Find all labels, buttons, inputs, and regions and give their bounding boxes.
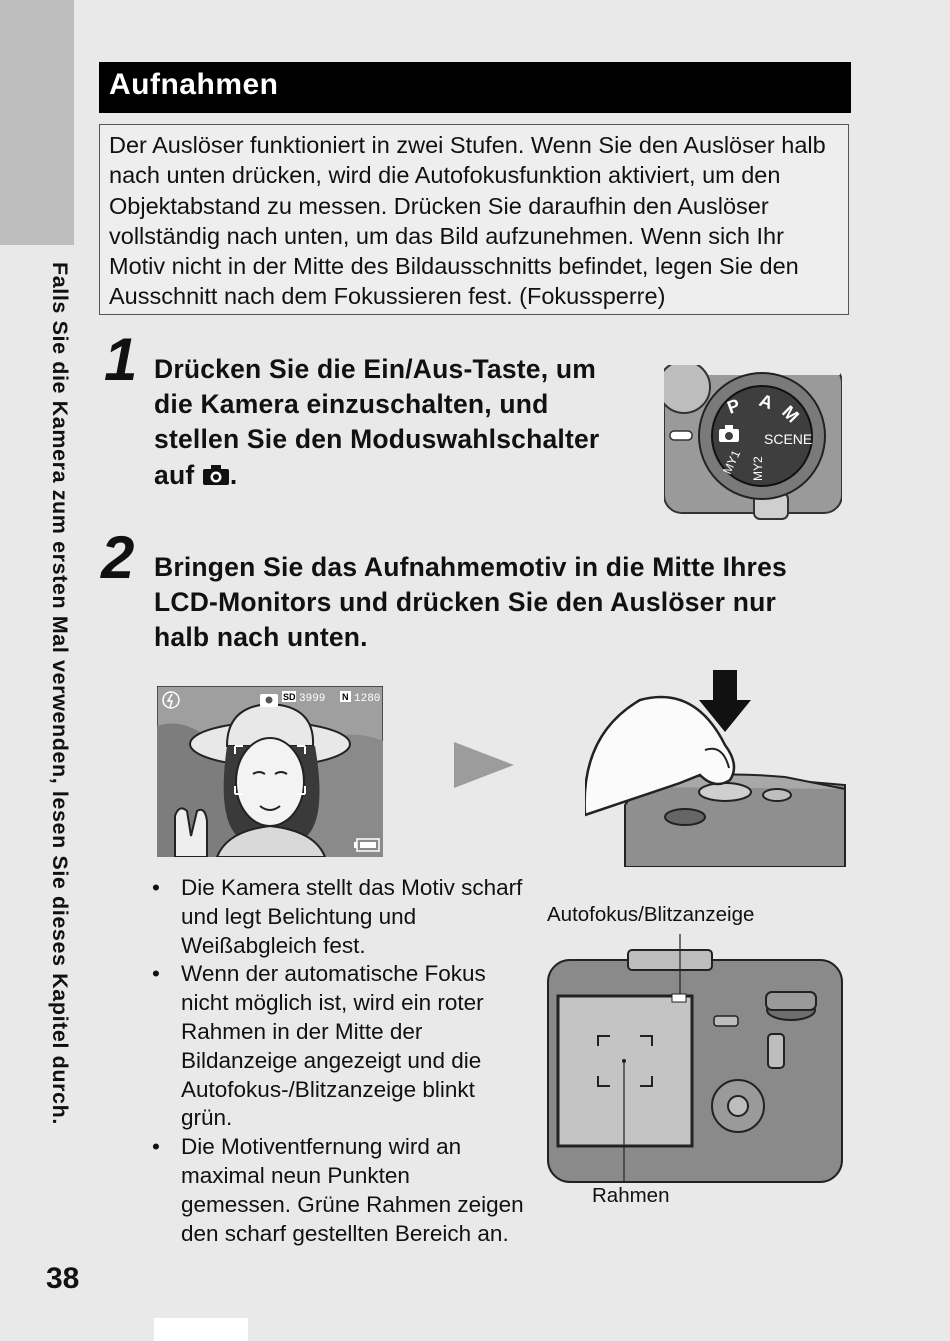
bullet-list xyxy=(152,874,524,1248)
bullet-item-2: • Wenn der automatische Fokus nicht möglich ist, wird ein roter Rahmen in der Mitte der Bildanzeige angezeigt und die Autofokus-/Blitzanzeige blinkt grün. xyxy=(152,960,524,1133)
step-2-line-1: Bringen Sie das Aufnahmemotiv in die Mitte Ihres xyxy=(154,552,787,582)
chapter-title: Falls Sie die Kamera zum ersten Mal verwenden, lesen Sie dieses Kapitel durch. xyxy=(48,262,72,1125)
shutter-press-illustration xyxy=(585,665,847,867)
arrow-right-icon xyxy=(452,740,516,790)
section-title: Aufnahmen xyxy=(109,68,279,101)
dial-label-a: A xyxy=(756,389,776,414)
step-1-text xyxy=(154,352,654,493)
bottom-strip xyxy=(154,1318,248,1341)
af-flash-label: Autofokus/Blitzanzeige xyxy=(547,903,755,926)
camera-back-illustration xyxy=(546,934,846,1186)
lcd-quality: N xyxy=(342,692,349,702)
bullet-item-3: • Die Motiventfernung wird an maximal neun Punkten gemessen. Grüne Rahmen zeigen den scharf gestellten Bereich an. xyxy=(152,1133,524,1248)
step-1-line-4-suffix: . xyxy=(229,459,238,490)
dial-label-my1: MY1 xyxy=(720,447,744,477)
dial-label-my2: MY2 xyxy=(751,456,765,481)
frame-label: Rahmen xyxy=(592,1184,670,1207)
page-number: 38 xyxy=(46,1262,80,1295)
step-1-line-1: Drücken Sie die Ein/Aus-Taste, um xyxy=(154,354,596,384)
step-2-line-3: halb nach unten. xyxy=(154,622,368,653)
intro-box xyxy=(99,124,849,315)
step-2-text xyxy=(154,550,854,656)
bullet-item-1: • Die Kamera stellt das Motiv scharf und legt Belichtung und Weißabgleich fest. xyxy=(152,874,524,960)
section-header xyxy=(99,62,851,113)
step-2-number: 2 xyxy=(101,524,135,591)
chapter-tab xyxy=(0,0,74,245)
lcd-camera-icon xyxy=(260,694,278,707)
lcd-sd-label: SD xyxy=(283,692,296,702)
dial-label-scene: SCENE xyxy=(764,431,813,447)
step-1-number: 1 xyxy=(104,326,138,393)
lcd-sd-count: 3999 xyxy=(299,693,326,705)
mode-dial-illustration xyxy=(664,365,842,523)
step-2-line-2: LCD-Monitors und drücken Sie den Auslöser nur xyxy=(154,587,776,618)
step-1-line-4 xyxy=(154,458,654,493)
intro-text: Der Auslöser funktioniert in zwei Stufen. Wenn Sie den Auslöser halb nach unten drücken, wird die Autofokusfunktion aktiviert, um den Objektabstand zu messen. Drücken Sie daraufhin den Auslöser vollständig nach unten, um das Bild aufzunehmen. Wenn sich Ihr Motiv nicht in der Mitte des Bildausschnitts befindet, legen Sie den Ausschnitt nach dem Fokussieren fest. (Fokussperre) xyxy=(109,132,826,310)
step-1-line-4-prefix: auf xyxy=(154,459,202,490)
dial-label-p: P xyxy=(724,394,743,418)
lcd-resolution: 1280 xyxy=(354,693,381,705)
step-1-line-3: stellen Sie den Moduswahlschalter xyxy=(154,424,600,455)
step-1-line-2: die Kamera einzuschalten, und xyxy=(154,389,549,420)
dial-label-m: M xyxy=(778,401,803,427)
camera-mode-icon xyxy=(202,464,230,486)
lcd-preview-illustration xyxy=(157,686,383,857)
